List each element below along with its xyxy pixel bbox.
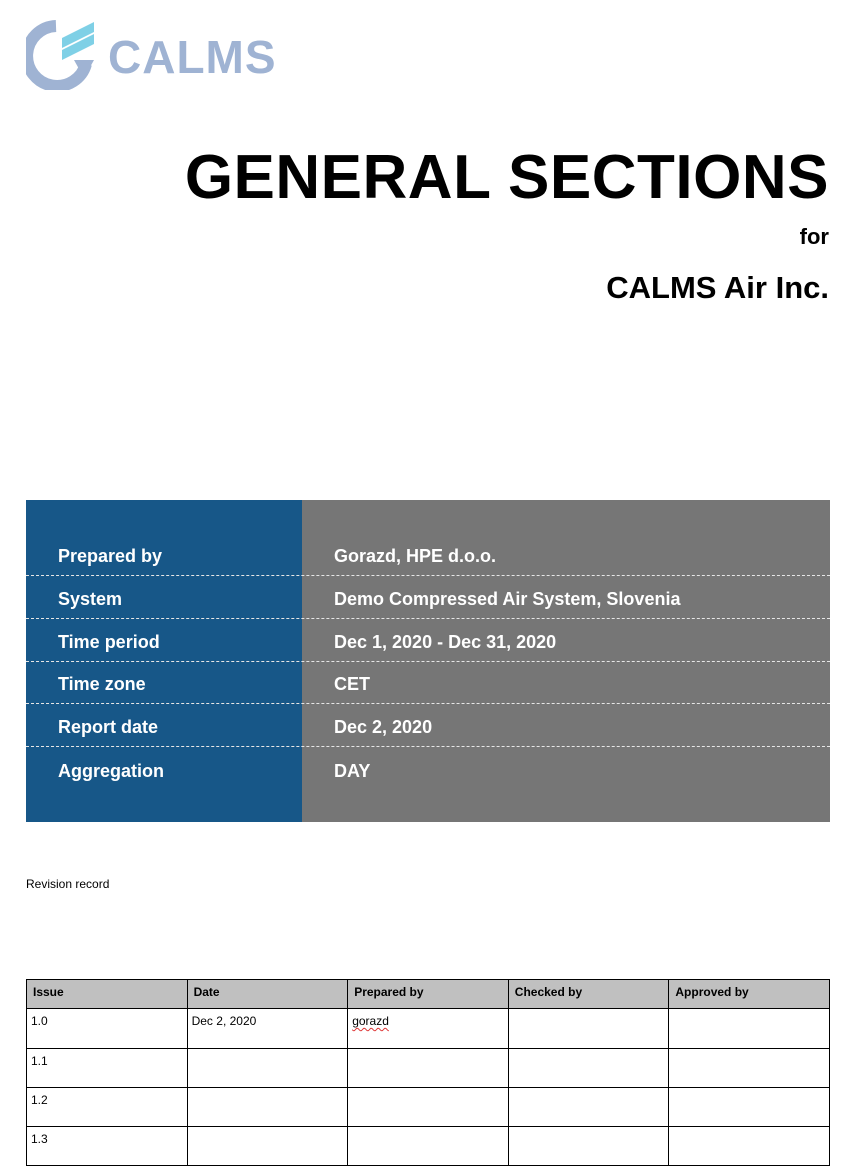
table-cell [348,1088,509,1127]
info-value: Demo Compressed Air System, Slovenia [334,589,681,609]
table-cell [187,1088,348,1127]
column-header: Checked by [508,980,669,1009]
table-row [27,1049,830,1088]
info-label: Time period [58,632,160,652]
table-cell: Dec 2, 2020 [187,1009,348,1049]
report-info-box [26,500,830,822]
company-name: CALMS Air Inc. [606,270,829,305]
table-cell [508,1088,669,1127]
table-cell: 1.2 [27,1088,188,1127]
info-value: Dec 2, 2020 [334,717,433,737]
table-cell [669,1127,830,1166]
info-row-time-period [26,620,830,662]
info-label: Time zone [58,674,146,694]
info-label: Aggregation [58,761,164,781]
table-cell [508,1127,669,1166]
table-cell [187,1127,348,1166]
info-row-report-date [26,705,830,747]
table-cell [669,1009,830,1049]
calms-logo [26,20,286,90]
table-cell [348,1127,509,1166]
info-row-system [26,577,830,619]
revision-header-row [27,980,830,1009]
revision-table [26,979,830,1166]
info-value: Gorazd, HPE d.o.o. [334,546,497,566]
column-header: Issue [27,980,188,1009]
info-row-prepared-by [26,534,830,576]
table-cell [187,1049,348,1088]
info-value: DAY [334,761,371,781]
table-row [27,1127,830,1166]
table-cell [348,1049,509,1088]
table-row [27,1088,830,1127]
column-header: Approved by [669,980,830,1009]
info-label: Prepared by [58,546,163,566]
column-header: Prepared by [348,980,509,1009]
table-cell: 1.0 [27,1009,188,1049]
info-label: Report date [58,717,159,737]
page-title: GENERAL SECTIONS [184,143,829,212]
info-label: System [58,589,123,609]
table-cell: 1.3 [27,1127,188,1166]
info-value: CET [334,674,370,694]
table-cell [508,1009,669,1049]
prepared-by-value: gorazd [352,1014,389,1028]
revision-record-label: Revision record [26,877,110,891]
table-cell [348,1009,509,1049]
info-value: Dec 1, 2020 - Dec 31, 2020 [334,632,557,652]
info-row-aggregation [26,748,830,790]
for-label: for [799,224,829,249]
table-cell [669,1088,830,1127]
calms-logo-icon [26,20,98,90]
table-cell: 1.1 [27,1049,188,1088]
column-header: Date [187,980,348,1009]
info-row-time-zone [26,662,830,704]
table-row [27,1009,830,1049]
table-cell [508,1049,669,1088]
table-cell [669,1049,830,1088]
logo-wordmark: CALMS [108,31,277,83]
